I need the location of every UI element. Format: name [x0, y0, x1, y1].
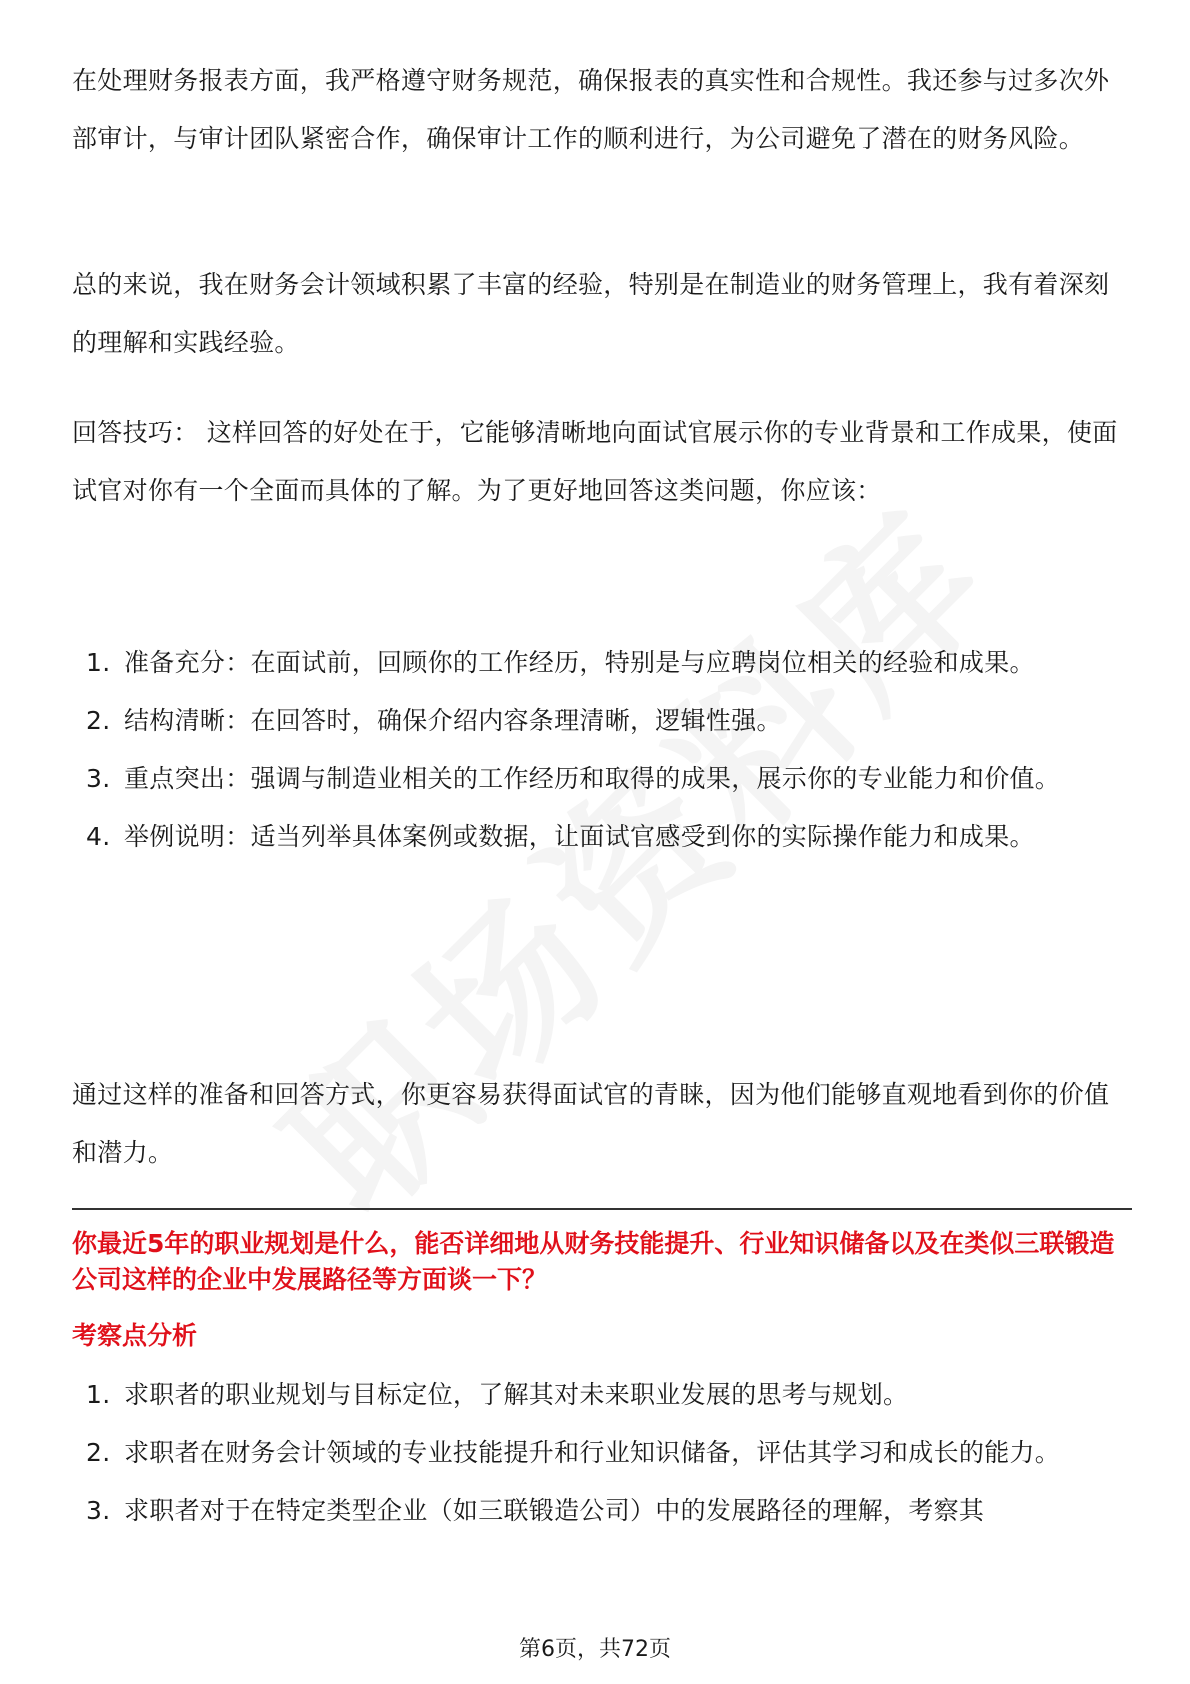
list-number: 1. [86, 1380, 111, 1409]
list-item [72, 1366, 1132, 1424]
list-item [72, 1482, 1132, 1540]
list-number: 3. [86, 1496, 111, 1525]
paragraph-financial-reports: 在处理财务报表方面，我严格遵守财务规范，确保报表的真实性和合规性。我还参与过多次外部审计，与审计团队紧密合作，确保审计工作的顺利进行，为公司避免了潜在的财务风险。 [72, 66, 1110, 153]
list-number: 1. [86, 648, 111, 677]
section-divider [72, 1208, 1132, 1210]
list-item-text: 重点突出：强调与制造业相关的工作经历和取得的成果，展示你的专业能力和价值。 [124, 764, 1061, 793]
list-item [72, 1424, 1132, 1482]
question-heading: 你最近5年的职业规划是什么，能否详细地从财务技能提升、行业知识储备以及在类似三联锻造公司这样的企业中发展路径等方面谈一下？ [72, 1229, 1115, 1294]
list-item-text: 求职者的职业规划与目标定位，了解其对未来职业发展的思考与规划。 [124, 1380, 909, 1409]
list-item-text: 举例说明：适当列举具体案例或数据，让面试官感受到你的实际操作能力和成果。 [124, 822, 1035, 851]
list-number: 2. [86, 706, 111, 735]
list-item-text: 准备充分：在面试前，回顾你的工作经历，特别是与应聘岗位相关的经验和成果。 [124, 648, 1035, 677]
list-item-text: 结构清晰：在回答时，确保介绍内容条理清晰，逻辑性强。 [124, 706, 782, 735]
list-item-text: 求职者对于在特定类型企业（如三联锻造公司）中的发展路径的理解，考察其 [124, 1496, 985, 1525]
list-item [72, 808, 1132, 866]
analysis-list [72, 1366, 1132, 1540]
list-item [72, 634, 1132, 692]
list-item [72, 750, 1132, 808]
list-number: 2. [86, 1438, 111, 1467]
paragraph-answer-tips: 回答技巧： 这样回答的好处在于，它能够清晰地向面试官展示你的专业背景和工作成果，使面试官对你有一个全面而具体的了解。为了更好地回答这类问题，你应该： [72, 418, 1118, 505]
page-footer: 第6页，共72页 [519, 1637, 671, 1662]
paragraph-summary: 总的来说，我在财务会计领域积累了丰富的经验，特别是在制造业的财务管理上，我有着深刻的理解和实践经验。 [72, 270, 1110, 357]
tips-list [72, 634, 1132, 866]
list-item-text: 求职者在财务会计领域的专业技能提升和行业知识储备，评估其学习和成长的能力。 [124, 1438, 1061, 1467]
paragraph-conclusion: 通过这样的准备和回答方式，你更容易获得面试官的青睐，因为他们能够直观地看到你的价值和潜力。 [72, 1080, 1110, 1167]
list-number: 3. [86, 764, 111, 793]
list-number: 4. [86, 822, 111, 851]
section-title: 考察点分析 [72, 1321, 198, 1350]
list-item [72, 692, 1132, 750]
